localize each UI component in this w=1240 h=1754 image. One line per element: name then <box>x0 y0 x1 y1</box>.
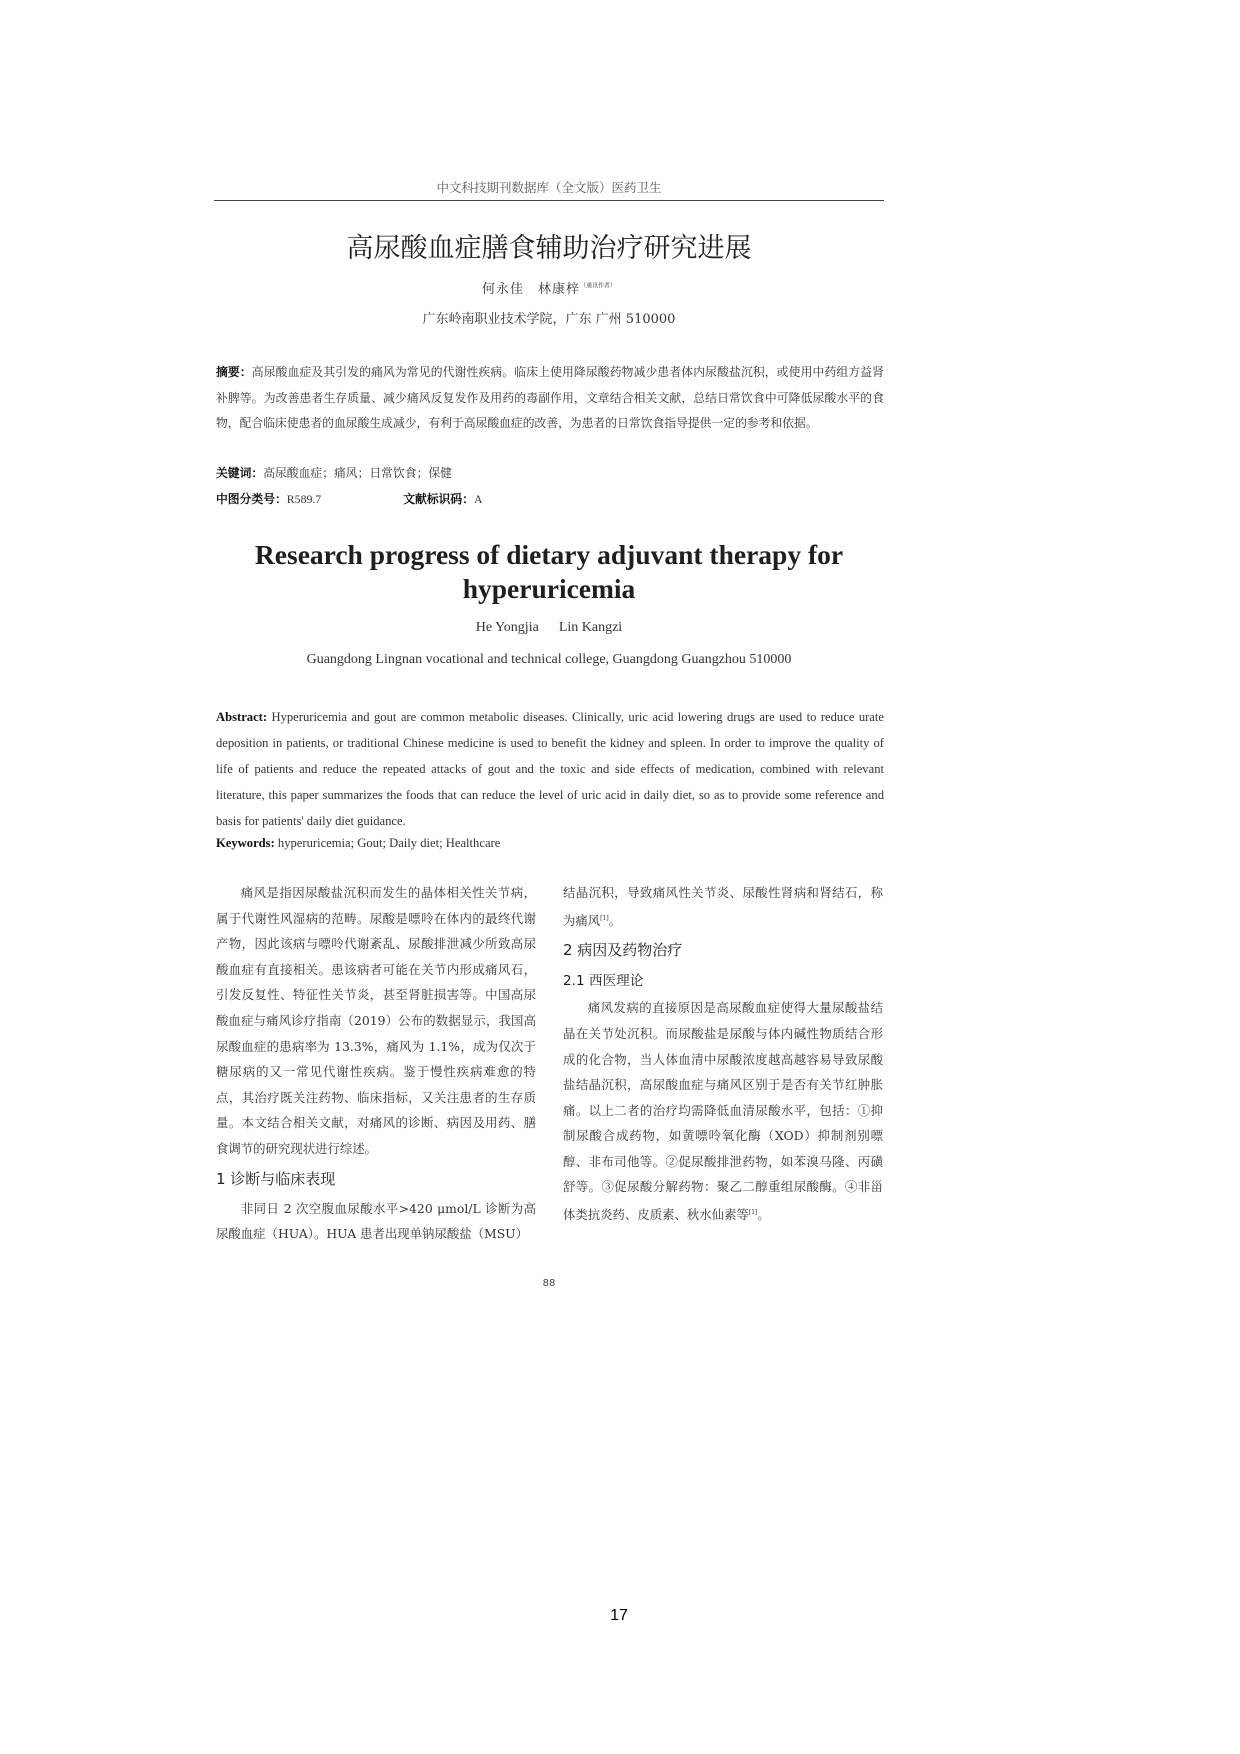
chinese-affiliation: 广东岭南职业技术学院，广东 广州 510000 <box>422 312 676 327</box>
continuation-text: 结晶沉积，导致痛风性关节炎、尿酸性肾病和肾结石，称为痛风 <box>563 885 883 928</box>
citation-2: [1] <box>748 1209 758 1217</box>
intro-paragraph: 痛风是指因尿酸盐沉积而发生的晶体相关性关节病，属于代谢性风湿病的范畴。尿酸是嘌呤在体内的最终代谢产物，因此该病与嘌呤代谢紊乱、尿酸排泄减少所致高尿酸血症有直接相关。患该病者可能在关节内形成痛风石，引发反复性、特征性关节炎，甚至肾脏损害等。中国高尿酸血症与痛风诊疗指南（2019）公布的数据显示，我国高尿酸血症的患病率为 13.3%，痛风为 1.1%，成为仅次于糖尿病的又一常见代谢性疾病。鉴于慢性疾病难愈的特点，其治疗既关注药物、临床指标，又关注患者的生存质量。本文结合相关文献，对痛风的诊断、病因及用药、膳食调节的研究现状进行综述。 <box>216 885 536 1156</box>
english-title: Research progress of dietary adjuvant therapy for hyperuricemia <box>254 539 844 604</box>
document-page-number: 17 <box>610 1607 628 1624</box>
english-abstract <box>216 704 884 834</box>
english-author-1: He Yongjia <box>475 620 539 635</box>
section-1-heading: 1 诊断与临床表现 <box>216 1169 336 1188</box>
continuation-paragraph <box>563 880 883 933</box>
section-2-1-text: 痛风发病的直接原因是高尿酸血症使得大量尿酸盐结晶在关节处沉积。而尿酸盐是尿酸与体内碱性物质结合形成的化合物，当人体血清中尿酸浓度越高越容易导致尿酸盐结晶沉积，高尿酸血症与痛风区别于是否有关节红肿胀痛。以上二者的治疗均需降低血清尿酸水平，包括：①抑制尿酸合成药物，如黄嘌呤氧化酶（XOD）抑制剂别嘌醇、非布司他等。②促尿酸排泄药物，如苯溴马隆、丙磺舒等。③促尿酸分解药物：聚乙二醇重组尿酸酶。④非甾体类抗炎药、皮质素、秋水仙素等 <box>563 1000 883 1223</box>
section-1-paragraph: 非同日 2 次空腹血尿酸水平>420 μmol/L 诊断为高尿酸血症（HUA）。HUA 患者出现单钠尿酸盐（MSU） <box>216 1200 536 1242</box>
continuation-end: 。 <box>608 912 622 928</box>
chinese-title: 高尿酸血症膳食辅助治疗研究进展 <box>346 233 752 264</box>
section-2-1-end: 。 <box>757 1207 770 1223</box>
chinese-abstract <box>216 360 884 437</box>
classification-label: 中图分类号： <box>216 492 287 506</box>
english-keywords <box>216 836 884 851</box>
section-2-heading: 2 病因及药物治疗 <box>563 941 683 960</box>
body-left-column <box>216 880 536 1247</box>
english-keywords-label: Keywords: <box>216 836 275 850</box>
citation-1: [1] <box>600 914 609 922</box>
corresponding-author-note: （通讯作者） <box>580 282 617 290</box>
classification-value: R589.7 <box>286 492 322 506</box>
english-authors <box>214 620 884 636</box>
english-affiliation: Guangdong Lingnan vocational and technical college, Guangdong Guangzhou 510000 <box>306 652 792 667</box>
chinese-authors <box>214 278 884 297</box>
chinese-keywords-text: 高尿酸血症；痛风；日常饮食；保健 <box>263 466 452 480</box>
chinese-author-names: 何永佳 林康梓 <box>481 282 580 297</box>
chinese-abstract-text: 高尿酸血症及其引发的痛风为常见的代谢性疾病。临床上使用降尿酸药物减少患者体内尿酸盐沉积，或使用中药组方益肾补脾等。为改善患者生存质量、减少痛风反复发作及用药的毒副作用，文章结合相关文献，总结日常饮食中可降低尿酸水平的食物，配合临床使患者的血尿酸生成减少，有利于高尿酸血症的改善，为患者的日常饮食指导提供一定的参考和依据。 <box>216 365 884 430</box>
journal-page-number: 88 <box>542 1278 556 1289</box>
section-2-1-paragraph <box>563 995 883 1227</box>
document-code-label: 文献标识码： <box>403 492 475 506</box>
english-abstract-label: Abstract: <box>216 710 268 724</box>
chinese-keywords <box>216 464 884 481</box>
chinese-abstract-label: 摘要： <box>216 365 252 379</box>
english-abstract-text: Hyperuricemia and gout are common metabolic diseases. Clinically, uric acid lowering drugs are used to reduce urate deposition in patients, or traditional Chinese medicine is used to benefit the kidney and spleen. In order to improve the quality of life of patients and reduce the repeated attacks of gout and the toxic and side effects of medication, combined with relevant literature, this paper summarizes the foods that can reduce the level of uric acid in daily diet, so as to provide some reference and basis for patients' daily diet guidance. <box>216 710 884 828</box>
classification-line <box>216 490 884 507</box>
section-2-1-heading: 2.1 西医理论 <box>563 973 644 990</box>
header-rule <box>214 200 884 201</box>
body-right-column <box>563 880 883 1228</box>
chinese-keywords-label: 关键词： <box>216 466 264 480</box>
journal-header: 中文科技期刊数据库（全文版）医药卫生 <box>436 180 662 195</box>
document-code-value: A <box>474 492 483 506</box>
english-author-2: Lin Kangzi <box>558 620 623 635</box>
english-keywords-text: hyperuricemia; Gout; Daily diet; Healthcare <box>274 836 501 850</box>
